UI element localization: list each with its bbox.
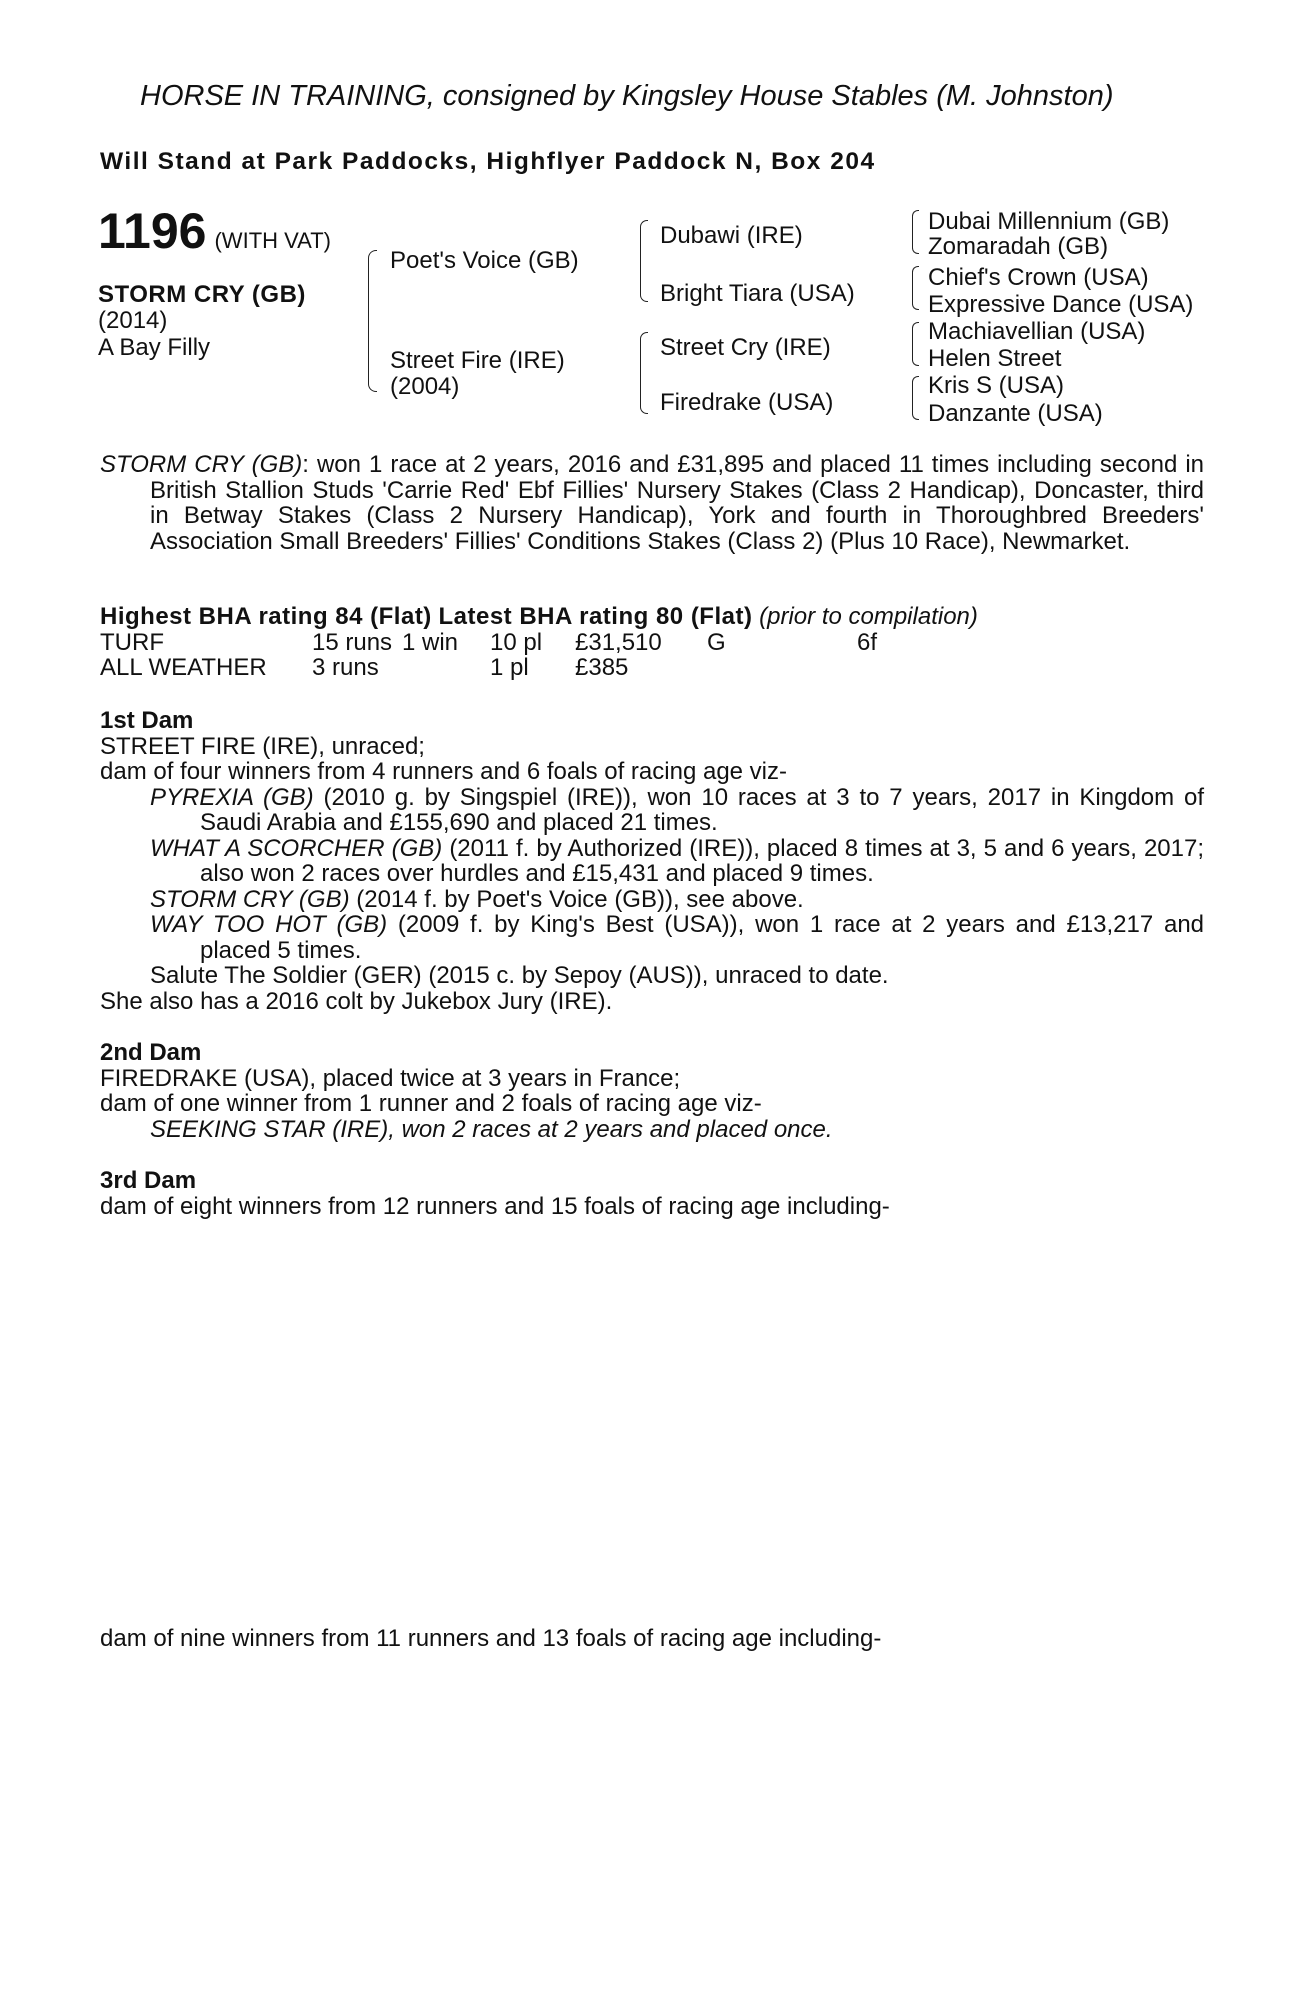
racing-horse-name: STORM CRY (GB) — [100, 451, 303, 478]
pedigree-bracket-sire — [368, 250, 377, 392]
first-dam-heading: 1st Dam — [100, 707, 194, 734]
produce-item — [100, 836, 1204, 887]
produce-text: (2011 f. by Authorized (IRE)), placed 8 times at 3, 5 and 6 years, 2017; also won 2 races over hurdles and £15,431 and placed 9 times. — [200, 834, 1204, 887]
stats-cell: ALL WEATHER — [100, 654, 267, 681]
produce-text: (2009 f. by King's Best (USA)), won 1 race at 2 years and £13,217 and placed 5 times. — [200, 911, 1205, 964]
next-dam-produce-summary: dam of nine winners from 11 runners and 13 foals of racing age including- — [100, 1625, 882, 1652]
consignment-header: HORSE IN TRAINING, consigned by Kingsley House Stables (M. Johnston) — [140, 80, 1114, 112]
pedigree-sire-sire: Dubawi (IRE) — [660, 222, 803, 249]
stats-cell: 1 win — [402, 628, 459, 656]
produce-item — [100, 785, 1204, 836]
third-dam-heading: 3rd Dam — [100, 1167, 197, 1194]
pedigree-dam-sire: Street Cry (IRE) — [660, 334, 831, 361]
stats-cell: 6f — [857, 628, 878, 656]
stats-cell — [402, 655, 490, 681]
pedigree-ssd: Zomaradah (GB) — [928, 233, 1109, 260]
racing-summary-text: : won 1 race at 2 years, 2016 and £31,895 and placed 11 times including second in British Stallion Studs 'Carrie Red' Ebf Fillies' Nursery Stakes (Class 2 Handicap), Doncaster, third in Betway Stakes (Class 2 Nursery Handicap), York and fourth in Thoroughbred Breeders' Association Small Breeders' Fillies' Conditions Stakes (Class 2) (Plus 10 Race), Newmarket. — [150, 451, 1204, 555]
next-dam-section — [100, 1626, 1204, 1652]
second-dam-section — [100, 1040, 1204, 1142]
first-dam-name: STREET FIRE (IRE), unraced; — [100, 732, 425, 760]
pedigree-sire-dam: Bright Tiara (USA) — [660, 280, 855, 307]
produce-text: (2010 g. by Singspiel (IRE)), won 10 races at 3 to 7 years, 2017 in Kingdom of Saudi Arabia and £155,690 and placed 21 times. — [200, 783, 1204, 836]
pedigree-dam-dam: Firedrake (USA) — [660, 389, 834, 416]
pedigree-sss: Dubai Millennium (GB) — [928, 208, 1170, 235]
highest-rating: Highest BHA rating 84 (Flat) — [100, 603, 432, 630]
produce-name: WAY TOO HOT (GB) — [150, 911, 388, 938]
ratings-note: (prior to compilation) — [759, 603, 978, 630]
stats-cell: TURF — [100, 628, 164, 656]
latest-rating: Latest BHA rating 80 (Flat) — [438, 603, 753, 630]
horse-year: (2014) — [98, 307, 168, 334]
table-row — [100, 630, 877, 656]
pedigree-bracket-dam-line — [640, 332, 648, 414]
produce-text: (2014 f. by Poet's Voice (GB)), see above. — [349, 885, 804, 913]
stats-cell: 15 runs — [312, 628, 393, 656]
third-dam-section — [100, 1168, 1204, 1219]
stats-cell: 3 runs — [312, 654, 379, 681]
stats-cell: 1 pl — [490, 654, 529, 681]
stats-cell — [707, 655, 857, 681]
ratings-block — [100, 604, 1204, 681]
pedigree-bracket-2 — [912, 266, 919, 310]
produce-name: PYREXIA (GB) — [150, 783, 314, 811]
produce-item — [100, 887, 1204, 913]
pedigree-sire: Poet's Voice (GB) — [390, 247, 579, 274]
pedigree-sdd: Expressive Dance (USA) — [928, 291, 1194, 318]
produce-item — [100, 912, 1204, 963]
lot-number: 1196 — [98, 203, 207, 259]
stand-location: Will Stand at Park Paddocks, Highflyer Paddock N, Box 204 — [100, 148, 876, 175]
stats-cell — [857, 655, 877, 681]
stats-table — [100, 630, 877, 681]
pedigree-bracket-4 — [912, 376, 919, 420]
pedigree-bracket-3 — [912, 322, 919, 366]
second-dam-name: FIREDRAKE (USA), placed twice at 3 years in France; — [100, 1064, 681, 1092]
first-dam-footer: She also has a 2016 colt by Jukebox Jury (IRE). — [100, 987, 613, 1015]
stats-cell: 10 pl — [490, 628, 543, 656]
pedigree-dam-year: (2004) — [390, 373, 460, 400]
pedigree-dsd: Helen Street — [928, 345, 1062, 372]
lot-number-line — [98, 203, 331, 259]
produce-name: STORM CRY (GB) — [150, 885, 350, 913]
pedigree-sds: Chief's Crown (USA) — [928, 264, 1149, 291]
first-dam-section — [100, 708, 1204, 1014]
ratings-line — [100, 604, 1204, 630]
second-dam-heading: 2nd Dam — [100, 1039, 202, 1066]
stats-cell: G — [707, 628, 726, 656]
produce-text: Salute The Soldier (GER) (2015 c. by Sepoy (AUS)), unraced to date. — [150, 962, 889, 989]
pedigree-dds: Kris S (USA) — [928, 372, 1065, 399]
stats-cell: £385 — [575, 654, 629, 681]
produce-item — [100, 963, 1204, 989]
horse-description: A Bay Filly — [98, 334, 211, 361]
table-row — [100, 655, 877, 681]
racing-record — [100, 452, 1204, 554]
vat-label: (WITH VAT) — [214, 228, 331, 253]
produce-text: SEEKING STAR (IRE), won 2 races at 2 years and placed once. — [150, 1115, 833, 1143]
produce-name: WHAT A SCORCHER (GB) — [150, 834, 443, 862]
pedigree-bracket-1 — [912, 210, 919, 254]
stats-cell: £31,510 — [575, 628, 662, 656]
first-dam-produce-summary: dam of four winners from 4 runners and 6 foals of racing age viz- — [100, 758, 787, 785]
pedigree-dam: Street Fire (IRE) — [390, 347, 565, 374]
pedigree-ddd: Danzante (USA) — [928, 400, 1103, 427]
pedigree-dss: Machiavellian (USA) — [928, 318, 1146, 345]
third-dam-produce-summary: dam of eight winners from 12 runners and 15 foals of racing age including- — [100, 1192, 890, 1220]
horse-name: STORM CRY (GB) — [98, 281, 306, 308]
racing-summary — [100, 452, 1204, 554]
produce-item — [100, 1117, 1204, 1143]
second-dam-produce-summary: dam of one winner from 1 runner and 2 foals of racing age viz- — [100, 1090, 762, 1117]
pedigree-bracket-sire-line — [640, 220, 648, 302]
